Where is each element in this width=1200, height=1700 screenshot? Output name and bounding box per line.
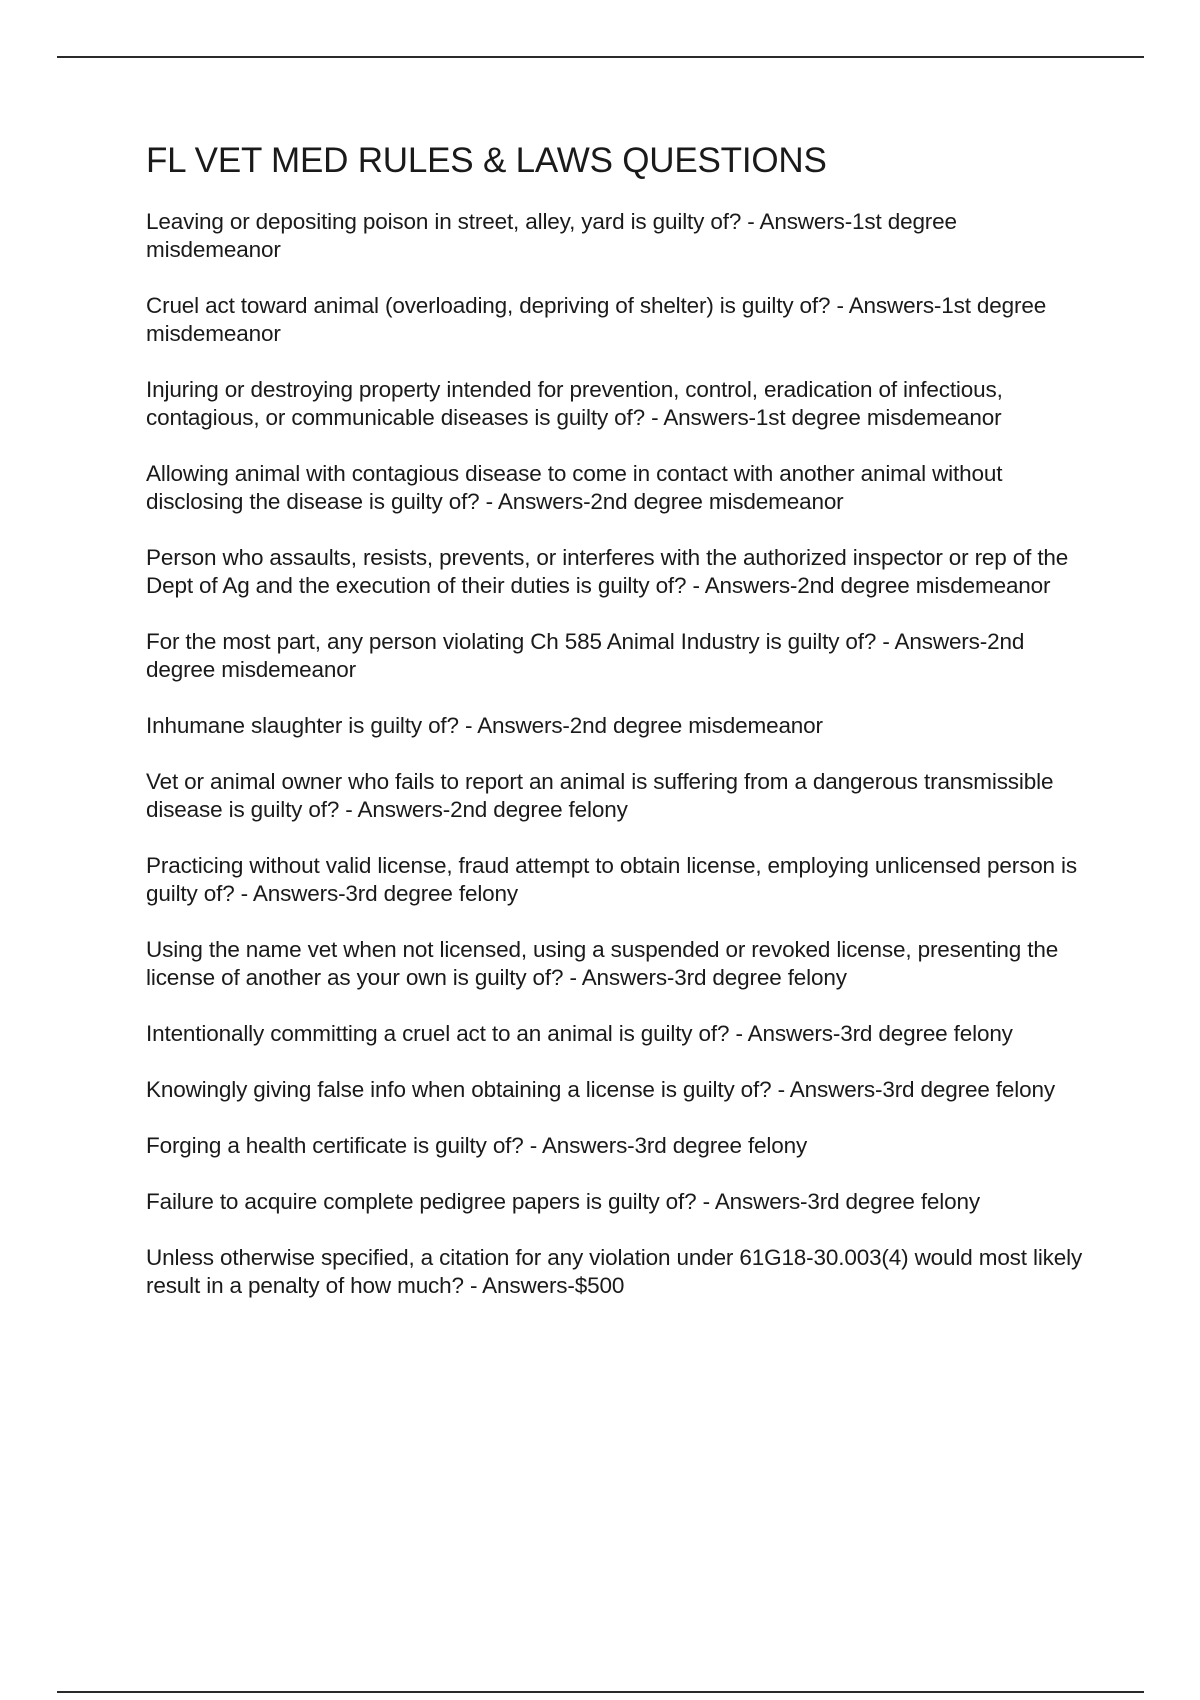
qa-entry: Using the name vet when not licensed, using a suspended or revoked license, presenting the license of another as your own is guilty of? - Answers-3rd degree felony	[146, 937, 1059, 990]
qa-entry: Person who assaults, resists, prevents, or interferes with the authorized inspector or rep of the Dept of Ag and the execution of their duties is guilty of? - Answers-2nd degree misdemeanor	[146, 545, 1069, 598]
qa-entry: Vet or animal owner who fails to report an animal is suffering from a dangerous transmissible disease is guilty of? - Answers-2nd degree felony	[146, 769, 1054, 822]
top-divider	[57, 56, 1144, 58]
qa-entry: Intentionally committing a cruel act to an animal is guilty of? - Answers-3rd degree felony	[146, 1021, 1013, 1046]
document-title: FL VET MED RULES & LAWS QUESTIONS	[146, 141, 827, 180]
bottom-divider	[57, 1691, 1144, 1693]
qa-entry: Leaving or depositing poison in street, alley, yard is guilty of? - Answers-1st degree misdemeanor	[146, 209, 957, 262]
qa-entry: Practicing without valid license, fraud attempt to obtain license, employing unlicensed person is guilty of? - Answers-3rd degree felony	[146, 853, 1077, 906]
qa-entry: For the most part, any person violating Ch 585 Animal Industry is guilty of? - Answers-2nd degree misdemeanor	[146, 629, 1025, 682]
qa-entry: Allowing animal with contagious disease to come in contact with another animal without disclosing the disease is guilty of? - Answers-2nd degree misdemeanor	[146, 461, 1003, 514]
qa-entry: Cruel act toward animal (overloading, depriving of shelter) is guilty of? - Answers-1st degree misdemeanor	[146, 293, 1047, 346]
qa-entry: Injuring or destroying property intended for prevention, control, eradication of infectious, contagious, or communicable diseases is guilty of? - Answers-1st degree misdemeanor	[146, 377, 1003, 430]
document-body	[146, 140, 1096, 1328]
qa-entry: Forging a health certificate is guilty of? - Answers-3rd degree felony	[146, 1133, 808, 1158]
qa-entry: Inhumane slaughter is guilty of? - Answers-2nd degree misdemeanor	[146, 713, 823, 738]
qa-entry: Unless otherwise specified, a citation for any violation under 61G18-30.003(4) would most likely result in a penalty of how much? - Answers-$500	[146, 1245, 1083, 1298]
qa-entry: Failure to acquire complete pedigree papers is guilty of? - Answers-3rd degree felony	[146, 1189, 980, 1214]
qa-entry: Knowingly giving false info when obtaining a license is guilty of? - Answers-3rd degree felony	[146, 1077, 1055, 1102]
